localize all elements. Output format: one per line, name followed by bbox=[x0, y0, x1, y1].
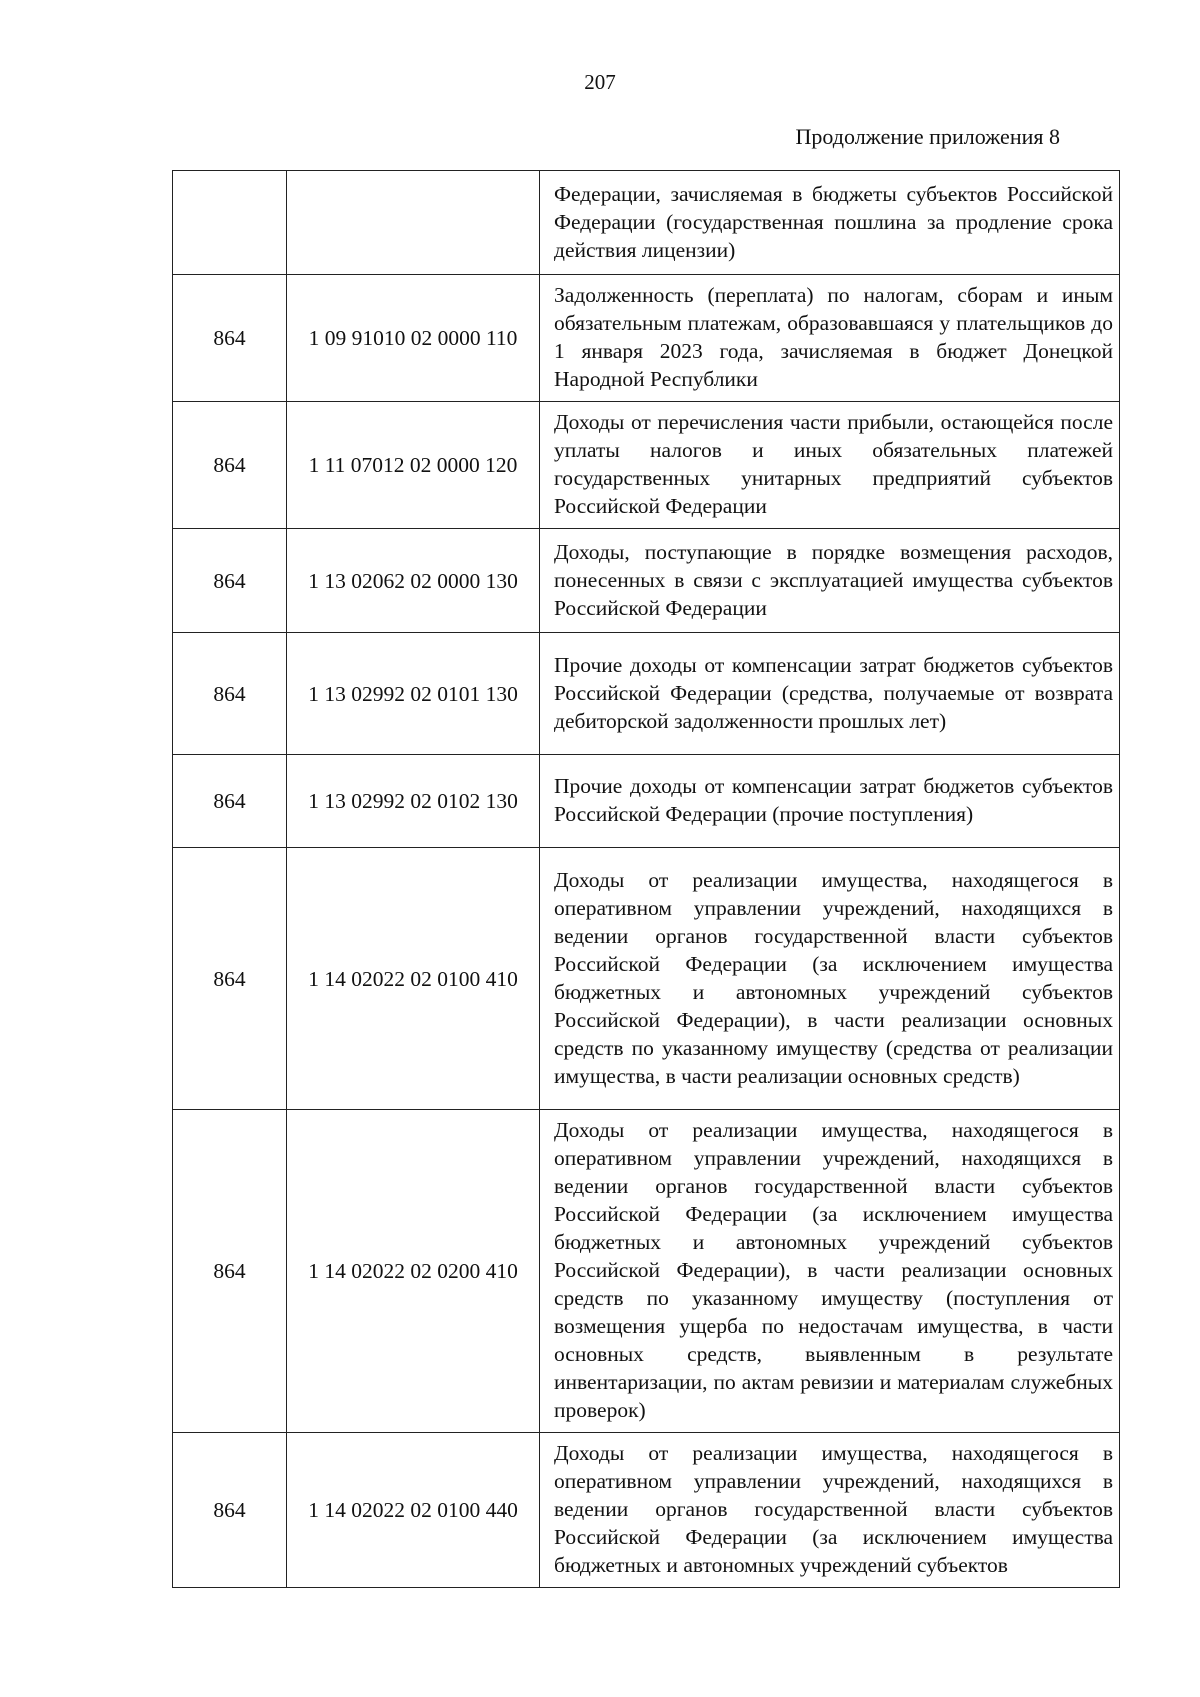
budget-code-cell: 1 14 02022 02 0100 410 bbox=[287, 848, 540, 1110]
admin-code-cell: 864 bbox=[173, 1433, 287, 1588]
table-row bbox=[173, 1433, 1120, 1588]
description-cell: Доходы, поступающие в порядке возмещения расходов, понесенных в связи с эксплуатацией имущества субъектов Российской Федерации bbox=[540, 529, 1120, 633]
table-row bbox=[173, 171, 1120, 275]
description-cell: Доходы от реализации имущества, находящегося в оперативном управлении учреждений, находящихся в ведении органов государственной власти субъектов Российской Федерации (за исключением имущества бюджетных и автономных учреждений субъектов Российской Федерации), в части реализации основных средств по указанному имуществу (средства от реализации имущества, в части реализации основных средств) bbox=[540, 848, 1120, 1110]
admin-code-cell: 864 bbox=[173, 755, 287, 848]
admin-code-cell: 864 bbox=[173, 275, 287, 402]
description-cell: Доходы от реализации имущества, находящегося в оперативном управлении учреждений, находящихся в ведении органов государственной власти субъектов Российской Федерации (за исключением имущества бюджетных и автономных учреждений субъектов bbox=[540, 1433, 1120, 1588]
budget-code-cell: 1 13 02992 02 0102 130 bbox=[287, 755, 540, 848]
budget-code-cell bbox=[287, 171, 540, 275]
budget-code-cell: 1 09 91010 02 0000 110 bbox=[287, 275, 540, 402]
description-cell: Прочие доходы от компенсации затрат бюджетов субъектов Российской Федерации (средства, получаемые от возврата дебиторской задолженности прошлых лет) bbox=[540, 633, 1120, 755]
table-row bbox=[173, 755, 1120, 848]
admin-code-cell: 864 bbox=[173, 529, 287, 633]
revenue-codes-table bbox=[172, 170, 1120, 1588]
table-row bbox=[173, 275, 1120, 402]
description-cell: Прочие доходы от компенсации затрат бюджетов субъектов Российской Федерации (прочие поступления) bbox=[540, 755, 1120, 848]
description-cell: Доходы от реализации имущества, находящегося в оперативном управлении учреждений, находящихся в ведении органов государственной власти субъектов Российской Федерации (за исключением имущества бюджетных и автономных учреждений субъектов Российской Федерации), в части реализации основных средств по указанному имуществу (поступления от возмещения ущерба по недостачам имущества, в части основных средств, выявленным в результате инвентаризации, по актам ревизии и материалам служебных проверок) bbox=[540, 1110, 1120, 1433]
description-cell: Задолженность (переплата) по налогам, сборам и иным обязательным платежам, образовавшаяся у плательщиков до 1 января 2023 года, зачисляемая в бюджет Донецкой Народной Республики bbox=[540, 275, 1120, 402]
budget-code-cell: 1 11 07012 02 0000 120 bbox=[287, 402, 540, 529]
table-row bbox=[173, 633, 1120, 755]
admin-code-cell: 864 bbox=[173, 848, 287, 1110]
appendix-continuation-note: Продолжение приложения 8 bbox=[795, 124, 1060, 149]
budget-code-cell: 1 14 02022 02 0100 440 bbox=[287, 1433, 540, 1588]
budget-code-cell: 1 13 02062 02 0000 130 bbox=[287, 529, 540, 633]
description-cell: Доходы от перечисления части прибыли, остающейся после уплаты налогов и иных обязательных платежей государственных унитарных предприятий субъектов Российской Федерации bbox=[540, 402, 1120, 529]
description-cell: Федерации, зачисляемая в бюджеты субъектов Российской Федерации (государственная пошлина за продление срока действия лицензии) bbox=[540, 171, 1120, 275]
admin-code-cell bbox=[173, 171, 287, 275]
table-row bbox=[173, 529, 1120, 633]
admin-code-cell: 864 bbox=[173, 633, 287, 755]
table-row bbox=[173, 1110, 1120, 1433]
admin-code-cell: 864 bbox=[173, 402, 287, 529]
page-number: 207 bbox=[584, 70, 616, 94]
budget-code-cell: 1 13 02992 02 0101 130 bbox=[287, 633, 540, 755]
admin-code-cell: 864 bbox=[173, 1110, 287, 1433]
table-row bbox=[173, 402, 1120, 529]
table-row bbox=[173, 848, 1120, 1110]
budget-code-cell: 1 14 02022 02 0200 410 bbox=[287, 1110, 540, 1433]
